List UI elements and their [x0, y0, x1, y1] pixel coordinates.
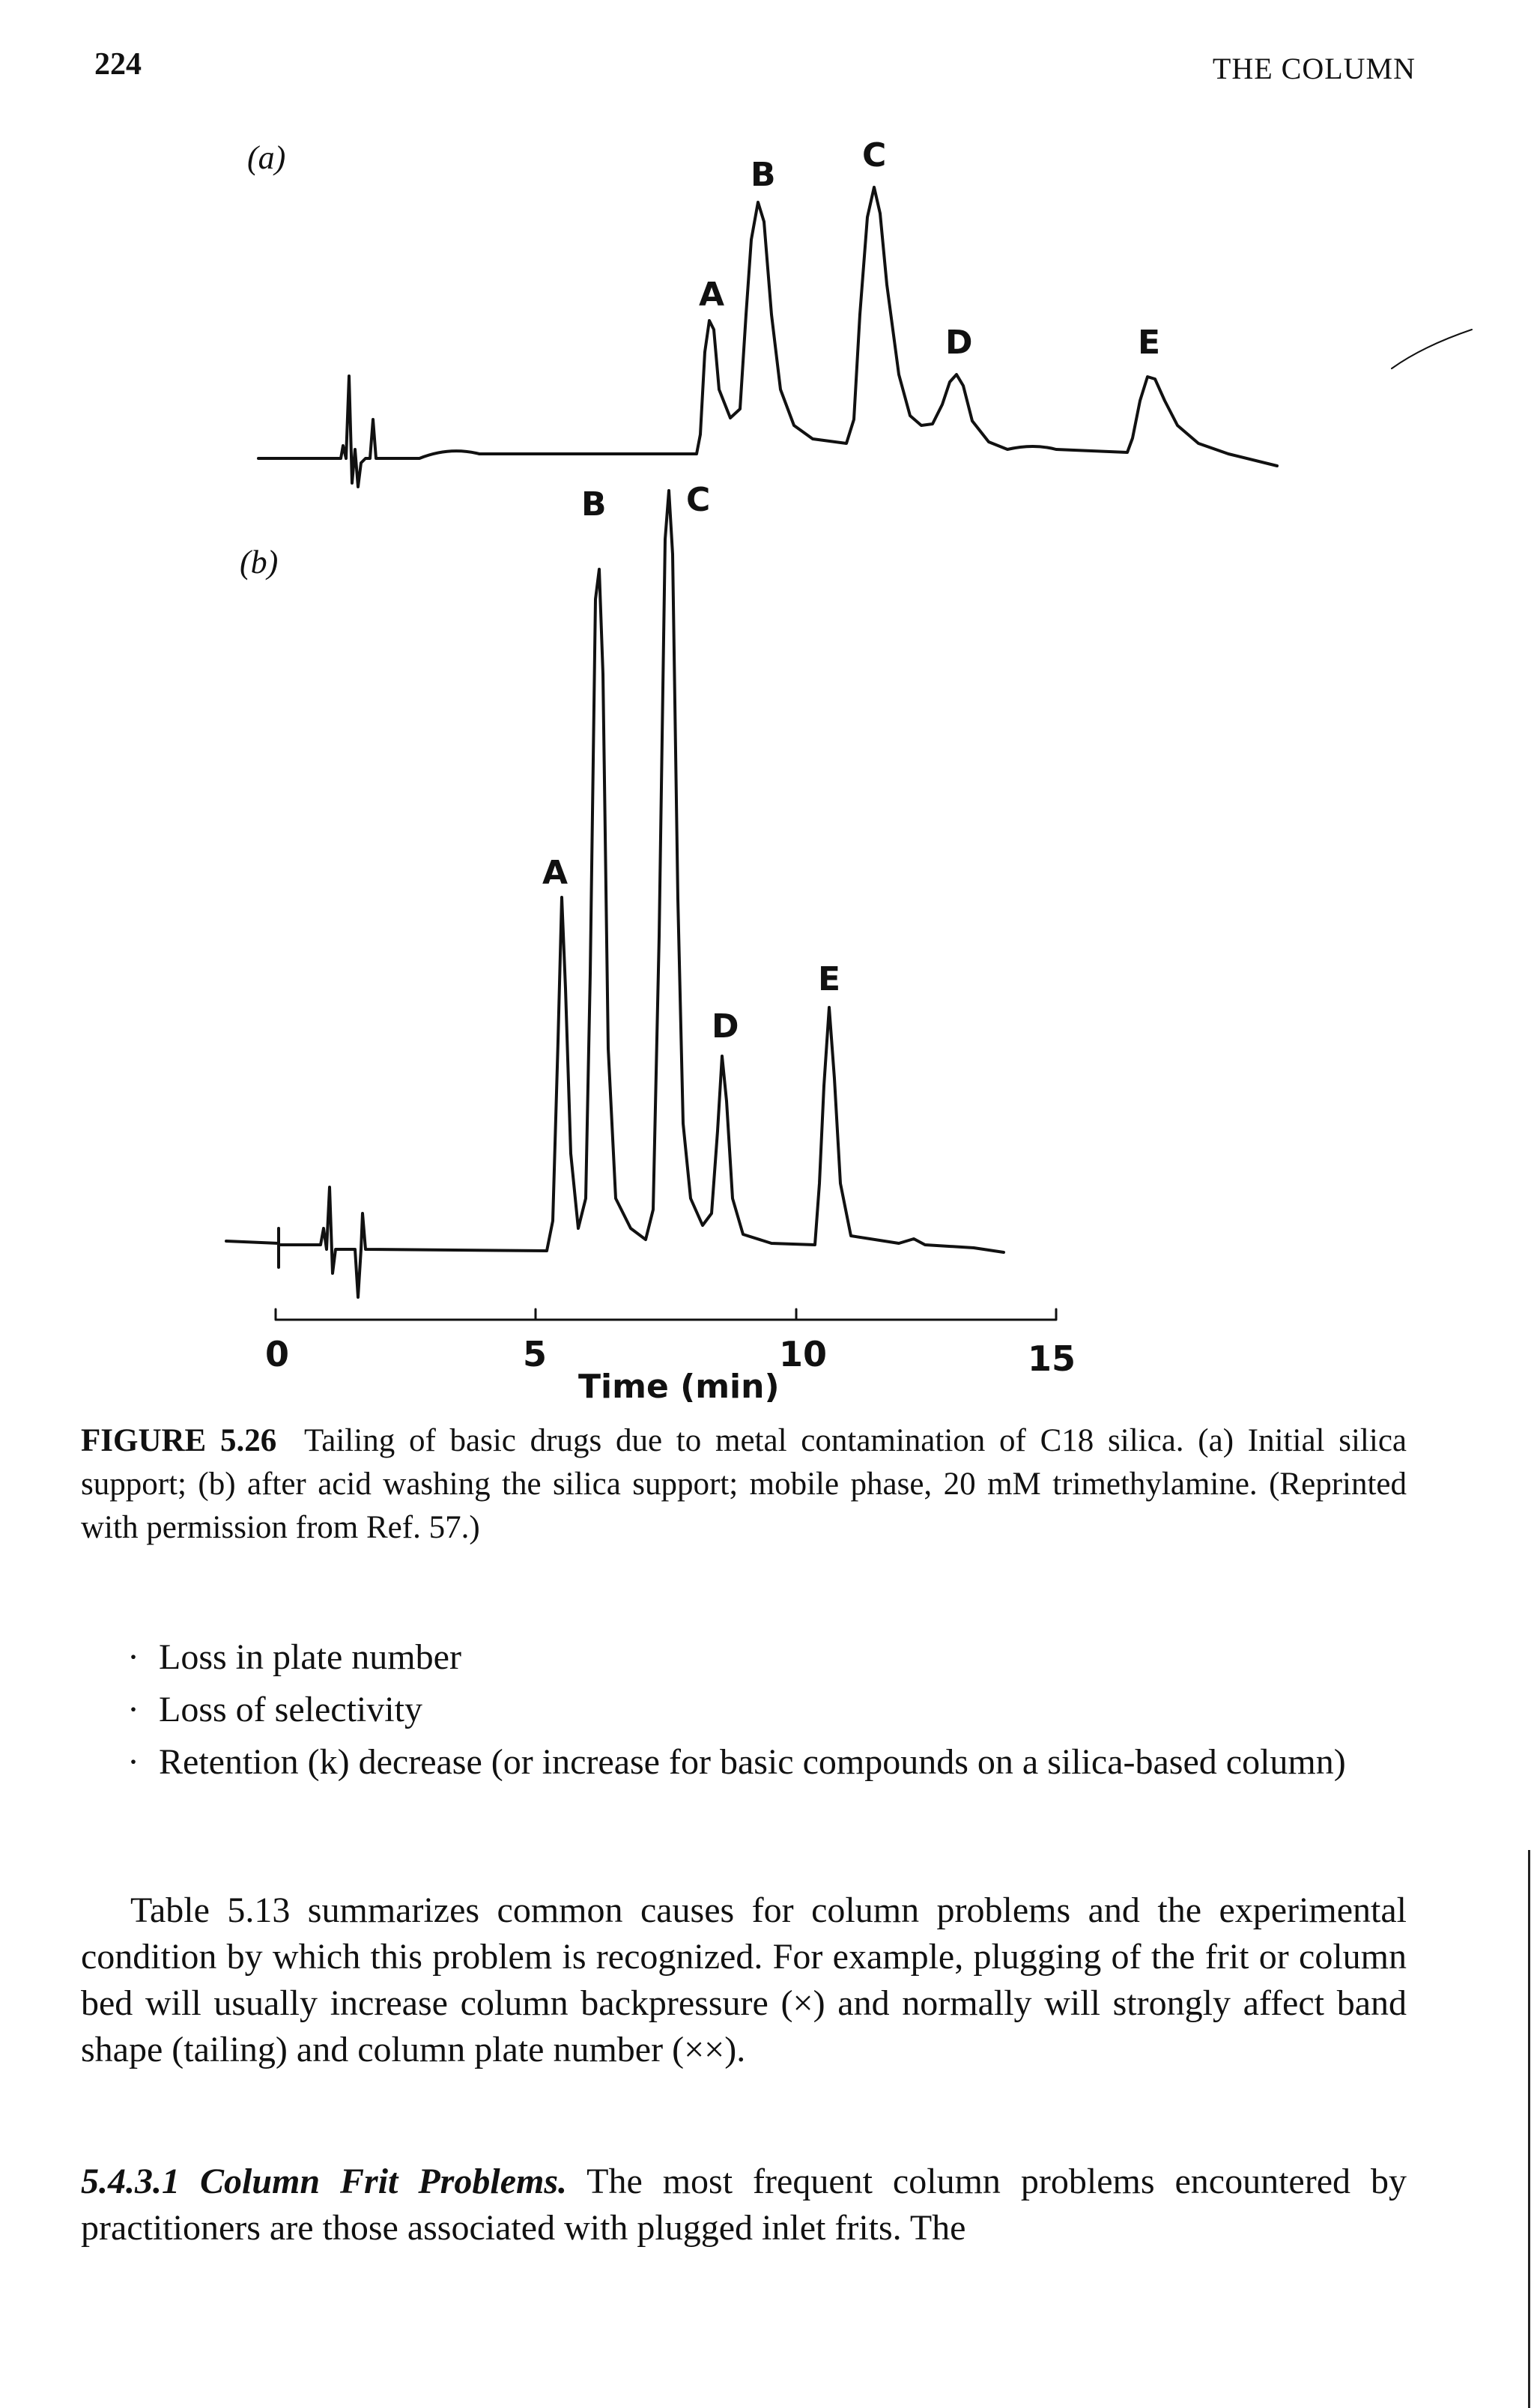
list-item: · Loss of selectivity — [127, 1690, 422, 1729]
peak-b-label-c: C — [686, 481, 711, 519]
list-item: · Retention (k) decrease (or increase for basic compounds on a silica-based column) — [127, 1742, 1346, 1782]
caption-lead: FIGURE 5.26 — [81, 1423, 277, 1458]
page-number: 224 — [94, 47, 142, 82]
section-heading: 5.4.3.1 Column Frit Problems. — [81, 2162, 568, 2201]
peak-a-label-d: D — [945, 324, 973, 362]
trace-a — [258, 187, 1277, 487]
peak-b-label-b: B — [581, 485, 607, 524]
running-head: THE COLUMN — [1212, 52, 1416, 85]
peak-a-label-e: E — [1138, 324, 1161, 362]
time-tick-10: 10 — [779, 1334, 828, 1374]
body-paragraph-2 — [81, 2159, 1407, 2251]
panel-b-label: (b) — [240, 544, 279, 580]
time-axis-label: Time (min) — [578, 1368, 780, 1406]
page-edge-line — [1528, 1850, 1530, 2408]
time-tick-0: 0 — [265, 1334, 290, 1374]
figure-caption — [81, 1419, 1407, 1550]
list-item: · Loss in plate number — [127, 1637, 461, 1677]
bullet-text: Loss of selectivity — [159, 1690, 422, 1729]
peak-a-label-b: B — [751, 156, 776, 194]
peak-b-label-d: D — [712, 1007, 739, 1046]
section-text: The most frequent column problems encountered by practitioners are those associated with plugged inlet frits. The — [81, 2162, 1407, 2248]
peak-b-label-e: E — [818, 960, 841, 998]
caption-text: Tailing of basic drugs due to metal contamination of C18 silica. (a) Initial silica support; (b) after acid washing the silica support; mobile phase, 20 mM trimethylamine. (Reprinted with permission from Ref. 57.) — [81, 1423, 1407, 1545]
time-axis — [276, 1309, 1056, 1320]
peak-b-label-a: A — [542, 854, 569, 892]
bullet-list — [127, 1634, 1416, 1792]
body-paragraph-1: Table 5.13 summarizes common causes for column problems and the experimental condition by which this problem is recognized. For example, plugging of the frit or column bed will usually increase column backpressure (×) and normally will strongly affect band shape (tailing) and column plate number (××). — [81, 1890, 1407, 2069]
trace-b — [226, 491, 1004, 1297]
time-tick-15: 15 — [1028, 1338, 1076, 1379]
panel-a-label: (a) — [247, 139, 286, 176]
bullet-text: Loss in plate number — [159, 1637, 461, 1677]
peak-a-label-c: C — [862, 136, 887, 175]
peak-a-label-a: A — [699, 276, 725, 314]
time-tick-5: 5 — [523, 1334, 548, 1374]
bullet-text: Retention (k) decrease (or increase for basic compounds on a silica-based column) — [159, 1742, 1346, 1782]
stray-mark — [1392, 330, 1472, 369]
